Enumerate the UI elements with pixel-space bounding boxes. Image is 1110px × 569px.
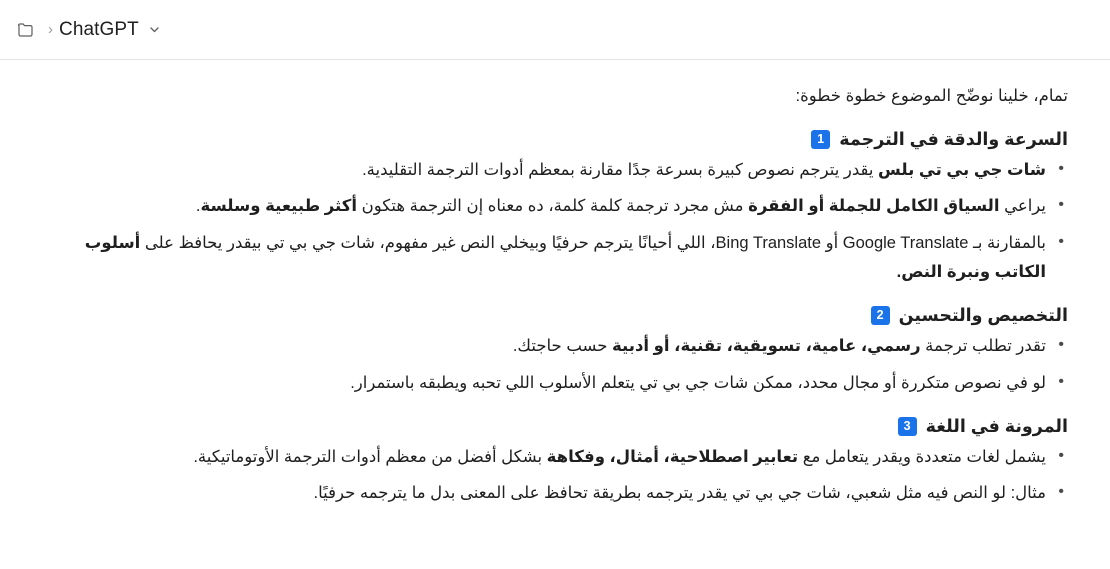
chevron-down-icon[interactable] (148, 23, 161, 36)
intro-paragraph: تمام، خلينا نوضّح الموضوع خطوة خطوة: (795, 87, 1068, 105)
emphasis-text: تعابير اصطلاحية، أمثال، وفكاهة (546, 448, 799, 467)
body-text: حسب حاجتك. (512, 337, 613, 356)
document-section (42, 129, 1068, 287)
section-heading (42, 129, 1068, 150)
body-text: تقدر تطلب ترجمة (920, 337, 1046, 356)
bullet-list (42, 443, 1068, 509)
body-text: بشكل أفضل من معظم أدوات الترجمة الأوتوماتيكية. (193, 448, 547, 467)
body-text: لو في نصوص متكررة أو مجال محدد، ممكن شات جي بي تي يتعلم الأسلوب اللي تحبه ويطبقه باستمرار. (350, 373, 1046, 392)
list-item (42, 479, 1068, 508)
emphasis-text: أسلوب الكاتب ونبرة النص. (84, 233, 1046, 281)
bullet-list (42, 332, 1068, 398)
list-item (42, 369, 1068, 398)
emphasis-text: شات جي بي تي بلس (878, 160, 1046, 179)
body-text: يقدر يترجم نصوص كبيرة بسرعة جدًا مقارنة بمعظم أدوات الترجمة التقليدية. (362, 160, 879, 179)
emphasis-text: السياق الكامل للجملة أو الفقرة (748, 197, 1000, 216)
section-number-badge: 1 (811, 130, 830, 149)
list-item (42, 332, 1068, 361)
document-section (42, 416, 1068, 509)
section-heading (42, 305, 1068, 326)
breadcrumb-title[interactable]: ChatGPT (59, 18, 139, 40)
breadcrumb-bar (0, 0, 1110, 60)
emphasis-text: رسمي، عامية، تسويقية، تقنية، أو أدبية (612, 337, 921, 356)
body-text: مش مجرد ترجمة كلمة كلمة، ده معناه إن الترجمة هتكون (357, 197, 749, 216)
sections-container (42, 129, 1068, 509)
body-text: . (195, 197, 201, 216)
list-item (42, 156, 1068, 185)
bullet-list (42, 156, 1068, 287)
section-title: المرونة في اللغة (925, 416, 1068, 437)
section-title: السرعة والدقة في الترجمة (839, 128, 1068, 149)
body-text: يراعي (999, 197, 1046, 216)
list-item (42, 443, 1068, 472)
document-section (42, 305, 1068, 398)
section-number-badge: 2 (871, 306, 890, 325)
section-title: التخصيص والتحسين (898, 305, 1068, 326)
folder-icon[interactable] (12, 16, 40, 44)
breadcrumb-separator: › (48, 21, 53, 38)
list-item (42, 229, 1068, 288)
document-body (0, 60, 1110, 509)
list-item (42, 192, 1068, 221)
body-text: بالمقارنة بـ Google Translate أو Bing Translate، اللي أحيانًا يترجم حرفيًا وبيخلي النص غير مفهوم، شات جي بي تي بيقدر يحافظ على (140, 233, 1046, 252)
emphasis-text: أكثر طبيعية وسلسة (200, 197, 357, 216)
section-number-badge: 3 (898, 417, 917, 436)
section-heading (42, 416, 1068, 437)
body-text: يشمل لغات متعددة ويقدر يتعامل مع (798, 448, 1046, 467)
body-text: مثال: لو النص فيه مثل شعبي، شات جي بي تي يقدر يترجمه بطريقة تحافظ على المعنى بدل ما يترجمه حرفيًا. (313, 484, 1046, 503)
